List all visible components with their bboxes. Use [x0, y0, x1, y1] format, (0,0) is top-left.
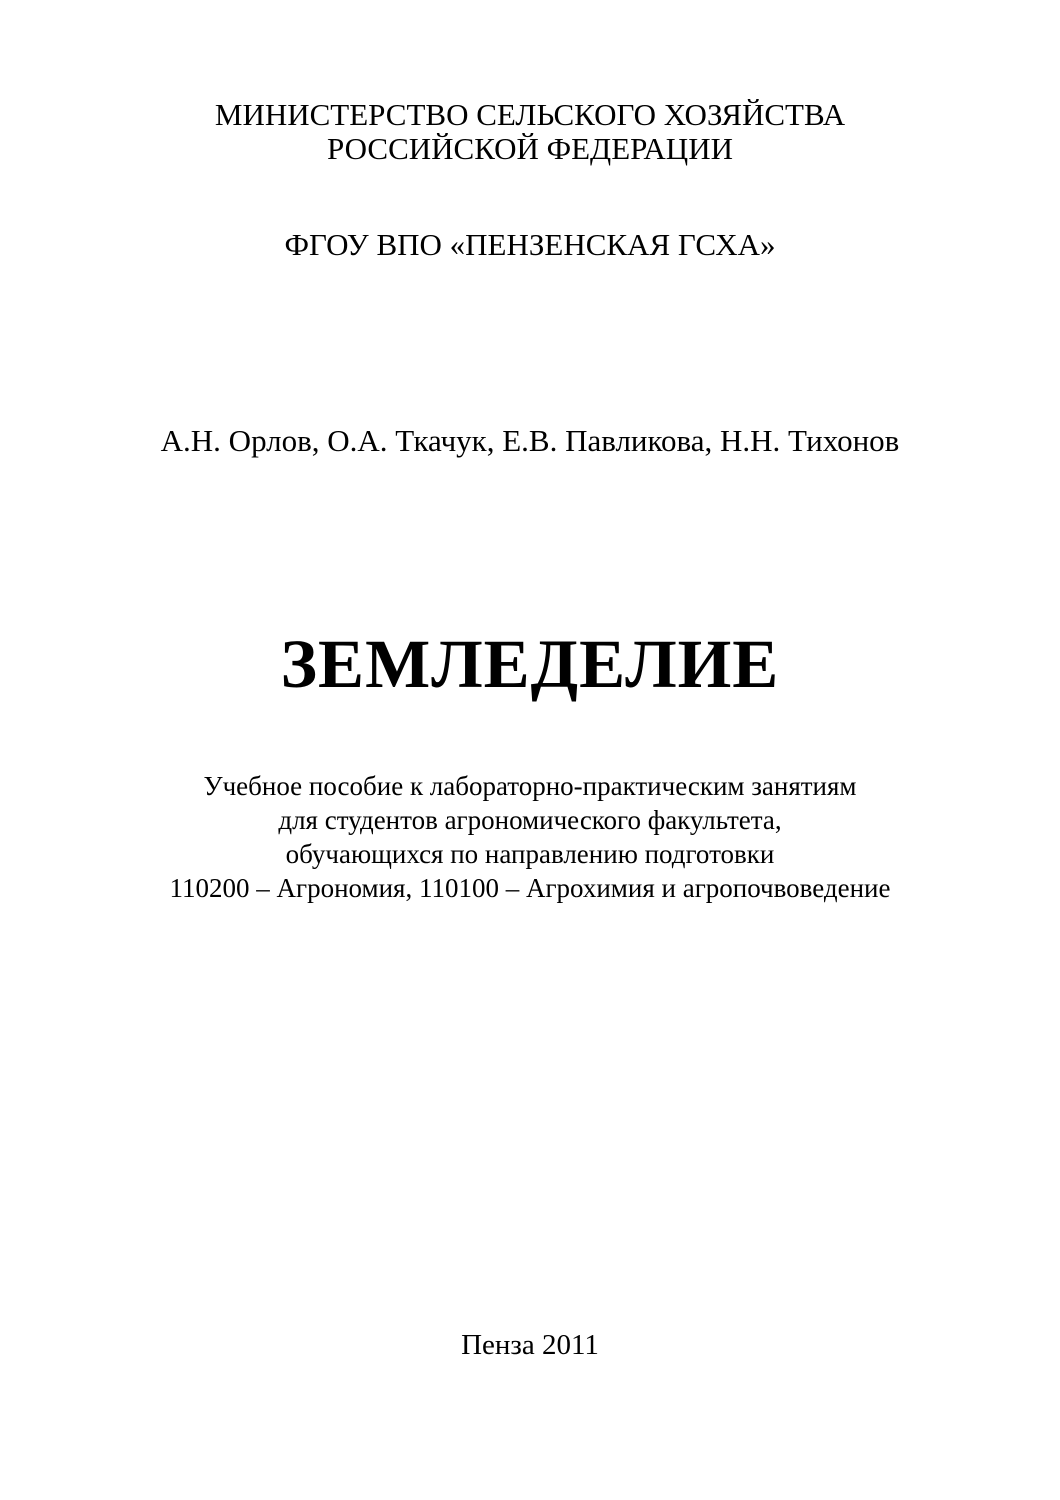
institution-line: ФГОУ ВПО «ПЕНЗЕНСКАЯ ГСХА» [284, 227, 776, 262]
institution-name [0, 228, 1060, 262]
book-subtitle [0, 769, 1060, 905]
ministry-heading [0, 98, 1060, 166]
imprint [0, 1328, 1060, 1362]
book-title [0, 624, 1060, 704]
subtitle-line-3: обучающихся по направлению подготовки [285, 839, 775, 869]
ministry-line-1: МИНИСТЕРСТВО СЕЛЬСКОГО ХОЗЯЙСТВА [214, 97, 846, 132]
book-title-text: ЗЕМЛЕДЕЛИЕ [280, 626, 780, 702]
authors-list [0, 424, 1060, 458]
imprint-city-year: Пенза 2011 [461, 1329, 599, 1361]
ministry-line-2: РОССИЙСКОЙ ФЕДЕРАЦИИ [327, 131, 733, 166]
subtitle-line-2: для студентов агрономического факультета, [278, 805, 782, 835]
authors-line: А.Н. Орлов, О.А. Ткачук, Е.В. Павликова, Н.Н. Тихонов [160, 423, 900, 458]
subtitle-line-1: Учебное пособие к лабораторно-практическим занятиям [203, 771, 857, 801]
subtitle-line-4: 110200 – Агрономия, 110100 – Агрохимия и агропочвоведение [169, 873, 891, 903]
